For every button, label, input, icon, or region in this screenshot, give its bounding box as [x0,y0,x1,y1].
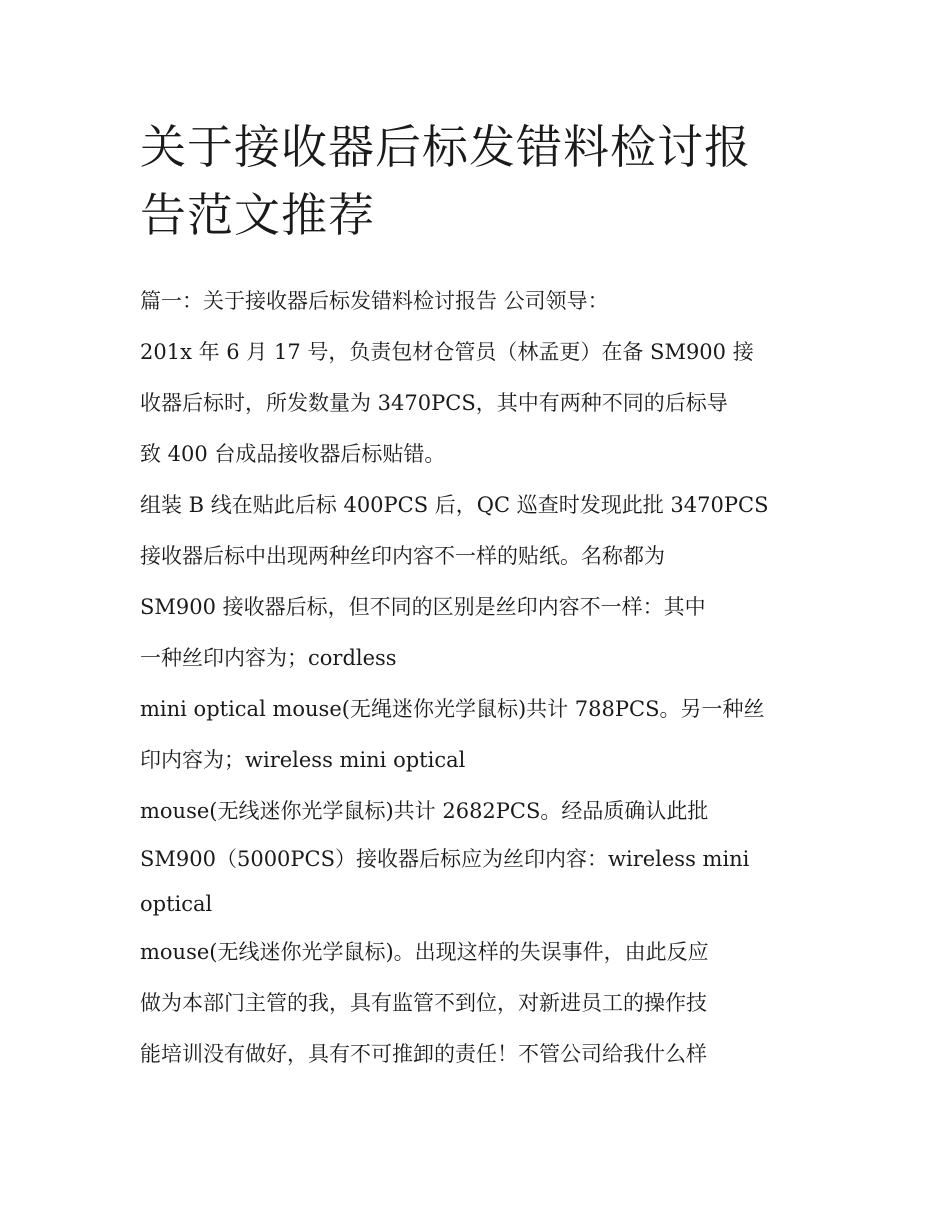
body-line: SM900（5000PCS）接收器后标应为丝印内容：wireless mini [140,847,750,871]
document-title [140,113,840,249]
body-line: 接收器后标中出现两种丝印内容不一样的贴纸。名称都为 [140,544,665,568]
body-line: 印内容为；wireless mini optical [140,748,466,772]
body-line: 能培训没有做好，具有不可推卸的责任！不管公司给我什么样 [140,1042,707,1066]
body-line: SM900 接收器后标，但不同的区别是丝印内容不一样：其中 [140,595,706,619]
body-line: 篇一：关于接收器后标发错料检讨报告 公司领导： [140,289,609,313]
title-line: 关于接收器后标发错料检讨报 [140,120,751,174]
document-body [140,276,820,1080]
body-line: mini optical mouse(无绳迷你光学鼠标)共计 788PCS。另一种丝 [140,697,765,721]
body-line: 201x 年 6 月 17 号，负责包材仓管员（林孟更）在备 SM900 接 [140,340,754,364]
body-line: optical [140,892,213,916]
body-line: mouse(无线迷你光学鼠标)。出现这样的失误事件，由此反应 [140,940,709,964]
body-line: 组装 B 线在贴此后标 400PCS 后，QC 巡查时发现此批 3470PCS [140,493,769,517]
body-line: 收器后标时，所发数量为 3470PCS，其中有两种不同的后标导 [140,391,728,415]
body-line: 一种丝印内容为；cordless [140,646,397,670]
title-line: 告范文推荐 [140,188,375,242]
body-line: 致 400 台成品接收器后标贴错。 [140,442,446,466]
body-line: 做为本部门主管的我，具有监管不到位，对新进员工的操作技 [140,991,707,1015]
body-line: mouse(无线迷你光学鼠标)共计 2682PCS。经品质确认此批 [140,799,709,823]
